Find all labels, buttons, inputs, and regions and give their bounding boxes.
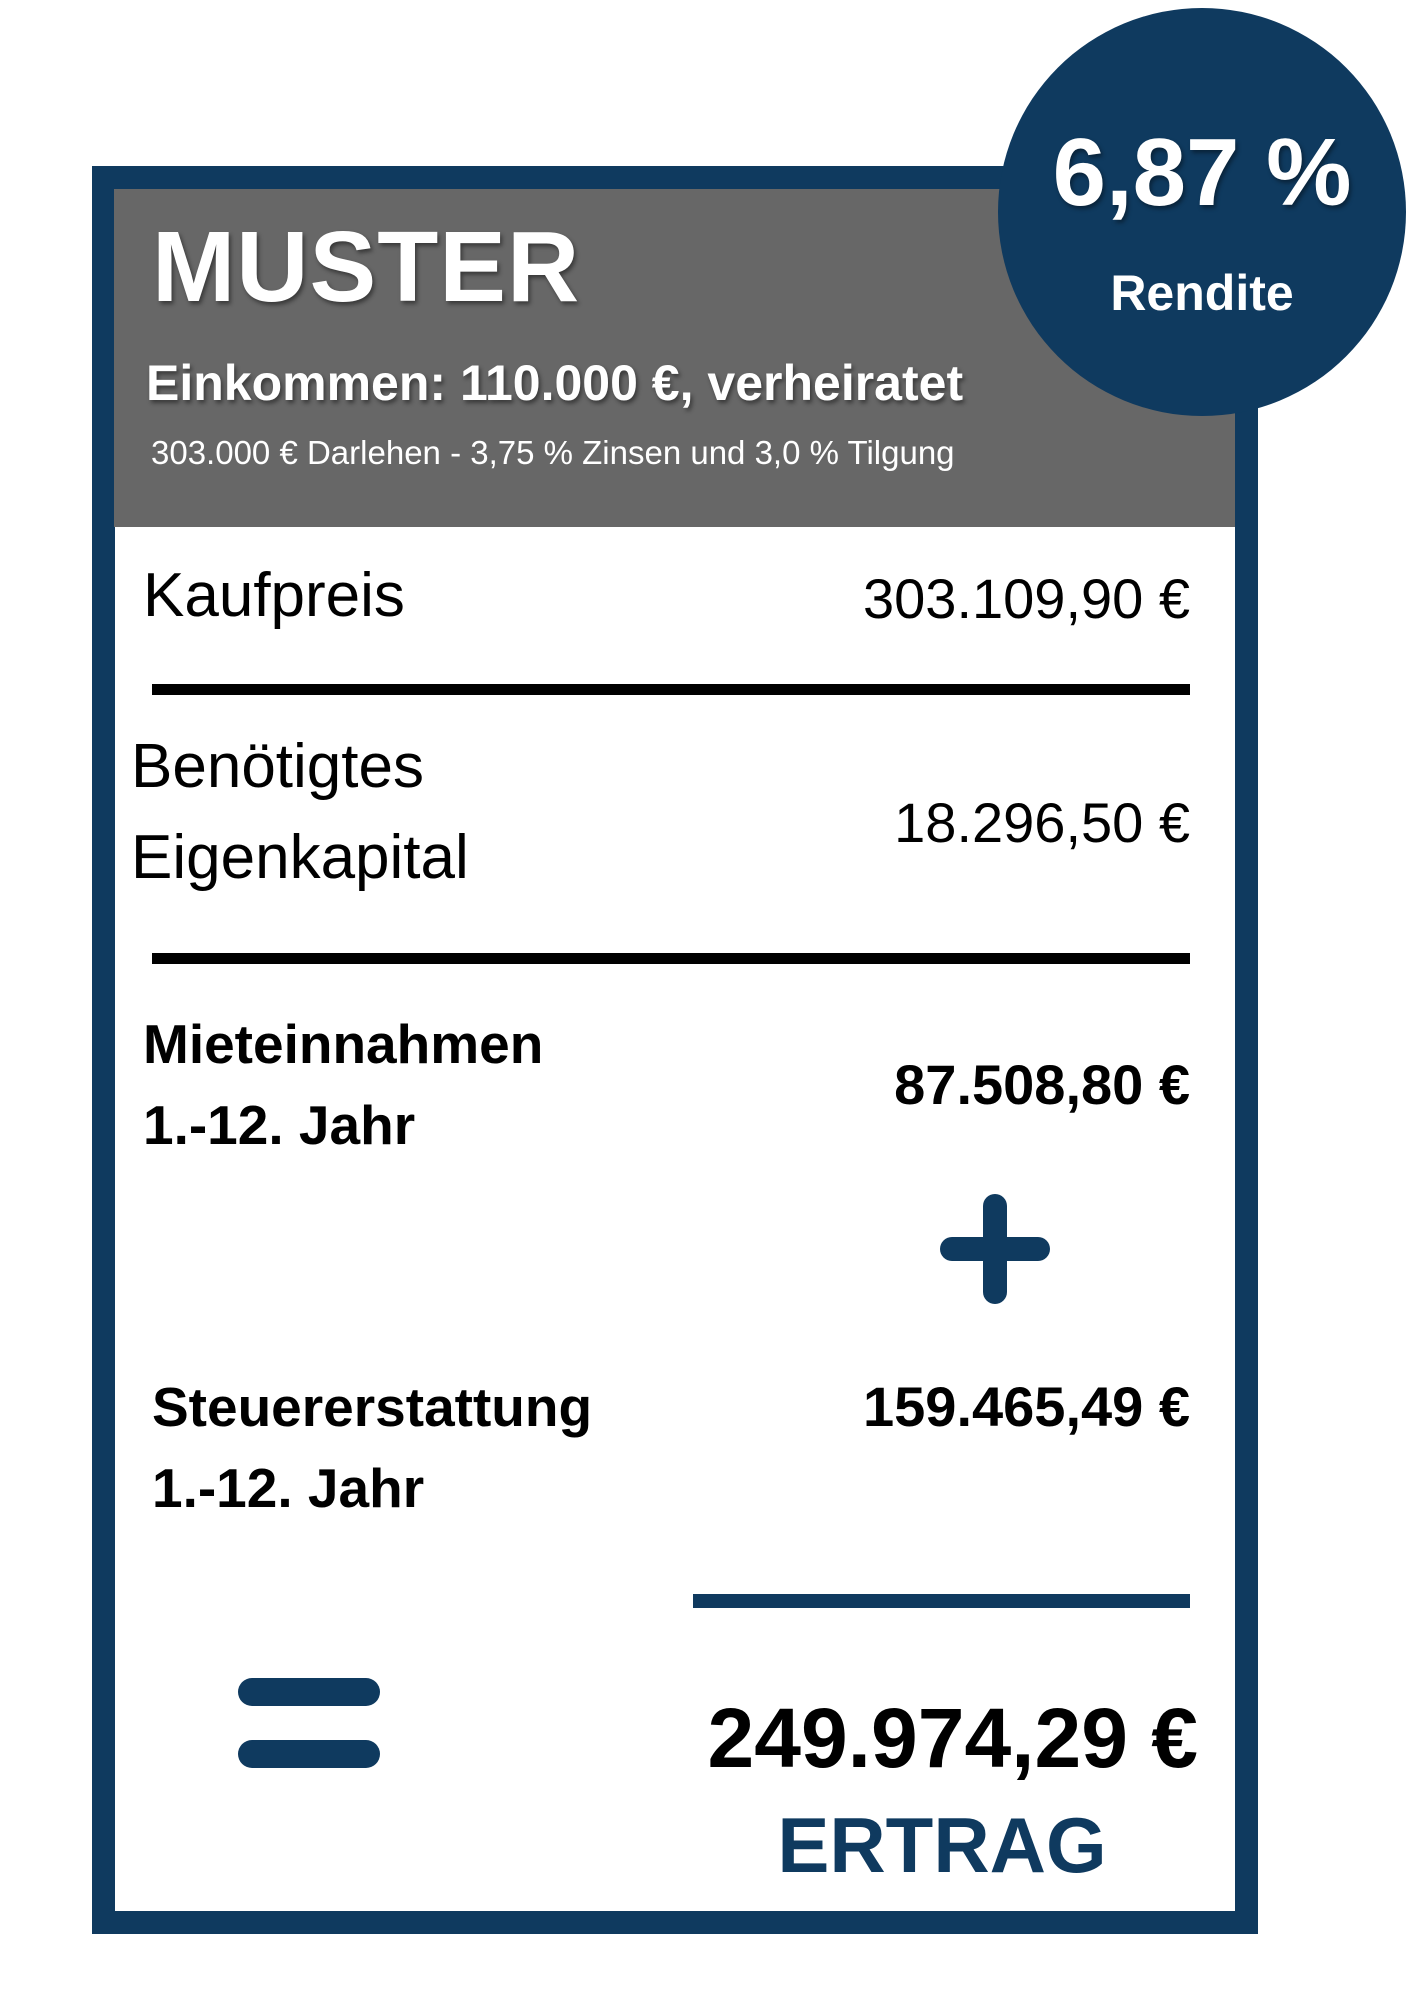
mieteinnahmen-label-line2: 1.-12. Jahr — [143, 1094, 416, 1156]
sum-divider — [693, 1594, 1190, 1608]
divider — [152, 953, 1190, 964]
eigenkapital-label-line2: Eigenkapital — [131, 823, 469, 892]
mieteinnahmen-value: 87.508,80 € — [894, 1053, 1190, 1116]
return-label: Rendite — [1110, 265, 1294, 321]
mieteinnahmen-label-line1: Mieteinnahmen — [143, 1013, 544, 1075]
steuer-value: 159.465,49 € — [863, 1375, 1190, 1438]
loan-detail: 303.000 € Darlehen - 3,75 % Zinsen und 3,0 % Tilgung — [151, 434, 955, 471]
card-title: MUSTER — [152, 211, 581, 323]
income-info: Einkommen: 110.000 €, verheiratet — [146, 355, 964, 411]
total-label: ERTRAG — [777, 1801, 1107, 1889]
eigenkapital-value: 18.296,50 € — [894, 791, 1190, 854]
divider — [152, 684, 1190, 695]
steuer-label-line1: Steuererstattung — [152, 1376, 593, 1438]
total-value: 249.974,29 € — [707, 1691, 1198, 1785]
equals-icon — [238, 1678, 380, 1768]
plus-icon — [940, 1194, 1050, 1304]
steuer-label-line2: 1.-12. Jahr — [152, 1457, 425, 1519]
kaufpreis-value: 303.109,90 € — [863, 567, 1190, 630]
kaufpreis-label: Kaufpreis — [143, 561, 405, 630]
eigenkapital-label-line1: Benötigtes — [131, 732, 424, 801]
return-value: 6,87 % — [1052, 119, 1352, 226]
